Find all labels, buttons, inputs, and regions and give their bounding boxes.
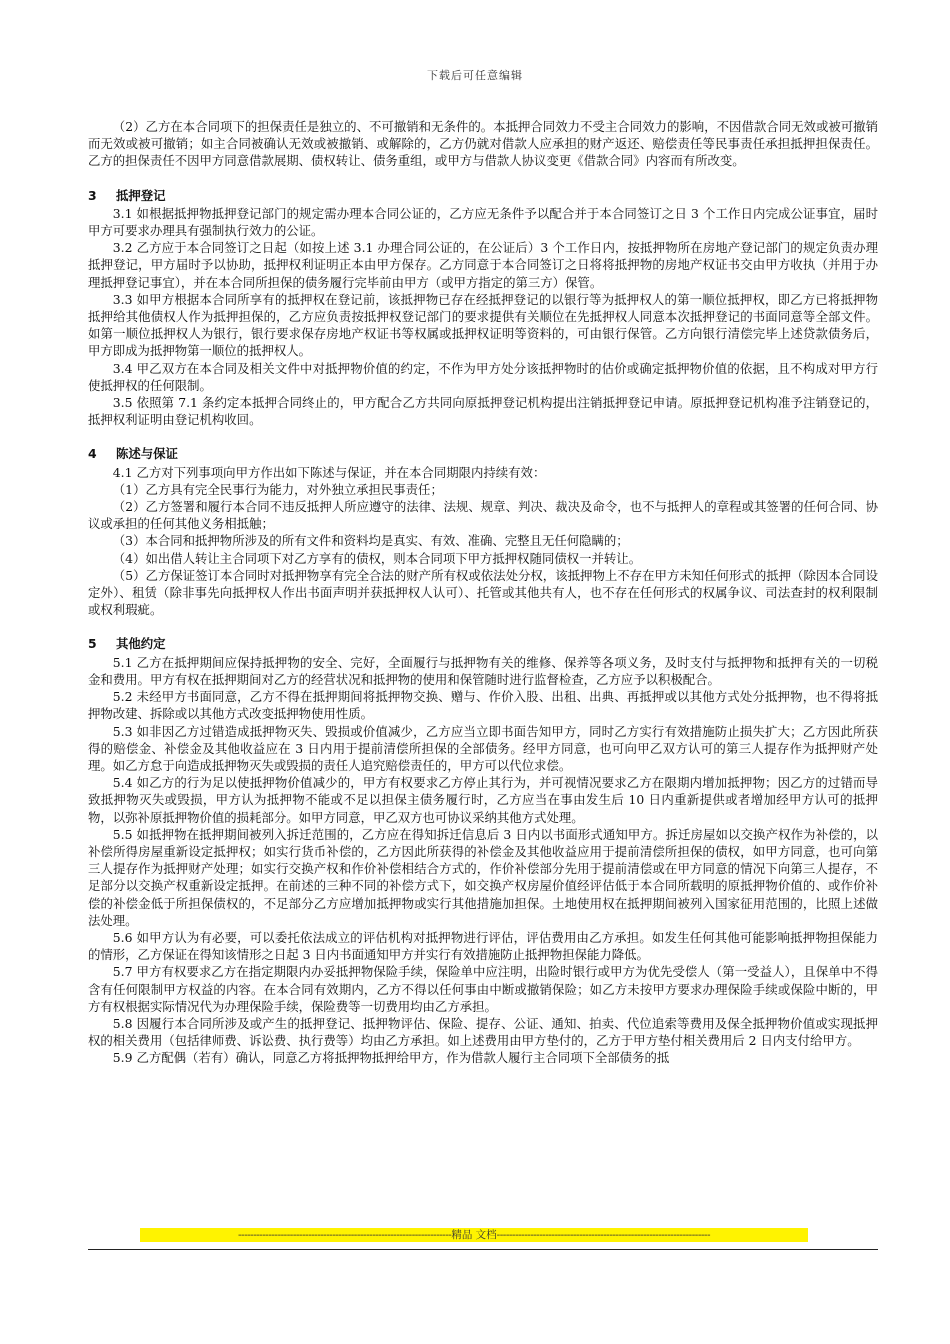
clause-3-1: 3.1 如根据抵押物抵押登记部门的规定需办理本合同公证的，乙方应无条件予以配合并于本合同签订之日 3 个工作日内完成公证事宜，届时甲方可要求办理具有强制执行效力的公证。 xyxy=(88,205,878,239)
list-item: （4）如出借人转让主合同项下对乙方享有的债权，则本合同项下甲方抵押权随同债权一并转让。 xyxy=(112,550,642,566)
list-item: （3）本合同和抵押物所涉及的所有文件和资料均是真实、有效、准确、完整且无任何隐瞒的； xyxy=(112,533,629,549)
clause-3-5: 3.5 依照第 7.1 条约定本抵押合同终止的，甲方配合乙方共同向原抵押登记机构提出注销抵押登记申请。原抵押登记机构准予注销登记的，抵押权利证明由登记机构收回。 xyxy=(88,395,878,428)
section-number: 5 xyxy=(88,636,97,652)
list-item: （5）乙方保证签订本合同时对抵押物享有完全合法的财产所有权或依法处分权，该抵押物上不存在甲方未知任何形式的抵押（除因本合同设定外）、租赁（除非事先向抵押权人作出书面声明并获抵押权人认可）、托管或其他共有人，也不存在任何形式的权属争议、司法查封的权利限制或权利瑕疵。 xyxy=(88,567,878,618)
section-title: 陈述与保证 xyxy=(116,446,178,462)
document-body xyxy=(88,118,878,1067)
section-title: 抵押登记 xyxy=(116,187,166,203)
section-title: 其他约定 xyxy=(116,636,166,652)
clause-5-8: 5.8 因履行本合同所涉及或产生的抵押登记、抵押物评估、保险、提存、公证、通知、拍卖、代位追索等费用及保全抵押物价值或实现抵押权的相关费用（包括律师费、诉讼费、执行费等）均由乙方承担。如上述费用由甲方垫付的，乙方于甲方垫付相关费用后 2 日内支付给甲方。 xyxy=(88,1015,878,1049)
clause-5-9: 5.9 乙方配偶（若有）确认，同意乙方将抵押物抵押给甲方，作为借款人履行主合同项下全部债务的抵 xyxy=(112,1050,670,1066)
clause-3-4: 3.4 甲乙双方在本合同及相关文件中对抵押物价值的约定，不作为甲方处分该抵押物时的估价或确定抵押物价值的依据，且不构成对甲方行使抵押权的任何限制。 xyxy=(88,360,878,393)
clause-5-7: 5.7 甲方有权要求乙方在指定期限内办妥抵押物保险手续，保险单中应注明，出险时银行或甲方为优先受偿人（第一受益人），且保单中不得含有任何限制甲方权益的内容。在本合同有效期内，乙方不得以任何事由中断或撤销保险；如乙方未按甲方要求办理保险手续或保险中断的，甲方有权根据实际情况代为办理保险手续，保险费等一切费用均由乙方承担。 xyxy=(88,964,878,1014)
list-item: （2）乙方签署和履行本合同不违反抵押人所应遵守的法律、法规、规章、判决、裁决及命令，也不与抵押人的章程或其签署的任何合同、协议或承担的任何其他义务相抵触； xyxy=(88,499,878,532)
footer-dashes-right: ---------------------------------------------------------------------- xyxy=(496,1229,711,1241)
clause-5-6: 5.6 如甲方认为有必要，可以委托依法成立的评估机构对抵押物进行评估，评估费用由乙方承担。如发生任何其他可能影响抵押物担保能力的情形，乙方保证在得知该情形之日起 3 日内书面通知甲方并实行有效措施防止抵押物担保能力降低。 xyxy=(88,929,878,963)
clause-5-1: 5.1 乙方在抵押期间应保持抵押物的安全、完好，全面履行与抵押物有关的维修、保养等各项义务，及时支付与抵押物和抵押有关的一切税金和费用。甲方有权在抵押期间对乙方的经营状况和抵押物的使用和保管随时进行监督检查，乙方应予以积极配合。 xyxy=(88,654,878,687)
section-4-heading xyxy=(88,445,878,462)
footer-text: 精品 文档 xyxy=(451,1229,497,1241)
clause-3-2: 3.2 乙方应于本合同签订之日起（如按上述 3.1 办理合同公证的，在公证后）3 个工作日内，按抵押物所在房地产登记部门的规定负责办理抵押登记，甲方届时予以协助，抵押权利证明正本由甲方保存。乙方同意于本合同签订之日将将抵押物的房地产权证书交由甲方收执（并用于办理抵押登记事宜），并在本合同所担保的债务履行完毕前由甲方（或甲方指定的第三方）保管。 xyxy=(88,240,878,290)
page-header: 下载后可任意编辑 xyxy=(427,69,523,82)
clause-5-3: 5.3 如非因乙方过错造成抵押物灭失、毁损或价值减少，乙方应当立即书面告知甲方，同时乙方实行有效措施防止损失扩大；乙方因此所获得的赔偿金、补偿金及其他收益应在 3 日内用于提前清偿所担保的全部债务。经甲方同意，也可向甲乙双方认可的第三人提存作为抵押财产处理。如乙方怠于向造成抵押物灭失或毁损的责任人追究赔偿责任的，甲方可以代位求偿。 xyxy=(88,723,878,773)
list-item: （1）乙方具有完全民事行为能力，对外独立承担民事责任； xyxy=(112,481,443,497)
clause-5-4: 5.4 如乙方的行为足以使抵押物价值减少的，甲方有权要求乙方停止其行为，并可视情况要求乙方在限期内增加抵押物；因乙方的过错而导致抵押物灭失或毁损，甲方认为抵押物不能或不足以担保主债务履行时，乙方应当在事由发生后 10 日内重新提供或者增加经甲方认可的抵押物，以弥补原抵押物价值的损耗部分。如甲方同意，甲乙双方也可协议采纳其他方式处理。 xyxy=(88,775,878,825)
clause-4-1: 4.1 乙方对下列事项向甲方作出如下陈述与保证，并在本合同期限内持续有效： xyxy=(112,464,546,480)
section-5-heading xyxy=(88,635,878,652)
clause-5-5: 5.5 如抵押物在抵押期间被列入拆迁范围的，乙方应在得知拆迁信息后 3 日内以书面形式通知甲方。拆迁房屋如以交换产权作为补偿的，以补偿所得房屋重新设定抵押权；如实行货币补偿的，乙方因此所获得的补偿金及其他收益应用于提前清偿所担保的债权，如甲方同意，也可向第三人提存作为抵押财产处理；如实行交换产权和作价补偿相结合方式的，作价补偿部分先用于提前清偿或在甲方同意的情况下向第三人提存，不足部分以交换产权重新设定抵押。在前述的三种不同的补偿方式下，如交换产权房屋价值经评估低于本合同所载明的原抵押物价值的、或作价补偿的补偿金低于所担保债权的，不足部分乙方应增加抵押物或实行其他措施加担保。土地使用权在抵押期间被列入国家征用范围的，比照上述做法处理。 xyxy=(88,826,878,928)
clause-3-3: 3.3 如甲方根据本合同所享有的抵押权在登记前，该抵押物已存在经抵押登记的以银行等为抵押权人的第一顺位抵押权，即乙方已将抵押物抵押给其他债权人作为抵押担保的，乙方应负责按抵押权登记部门的要求提供有关顺位在先抵押权人同意本次抵押登记的书面同意等全部文件。如第一顺位抵押权人为银行，银行要求保存房地产权证书等权属或抵押权证明等资料的，可由银行保管。乙方向银行清偿完毕上述贷款债务后，甲方即成为抵押物第一顺位的抵押权人。 xyxy=(88,291,878,359)
section-number: 3 xyxy=(88,187,97,203)
footer-watermark xyxy=(140,1228,808,1242)
footer-dashes-left: ---------------------------------------------------------------------- xyxy=(237,1229,452,1241)
section-number: 4 xyxy=(88,446,97,462)
section-3-heading xyxy=(88,187,878,204)
clause-5-2: 5.2 未经甲方书面同意，乙方不得在抵押期间将抵押物交换、赠与、作价入股、出租、出典、再抵押或以其他方式处分抵押物，也不得将抵押物改建、拆除或以其他方式改变抵押物使用性质。 xyxy=(88,689,878,722)
clause-2-2: （2）乙方在本合同项下的担保责任是独立的、不可撤销和无条件的。本抵押合同效力不受主合同效力的影响，不因借款合同无效或被可撤销而无效或被可撤销；如主合同被确认无效或被撤销、或解除的，乙方仍就对借款人应承担的财产返还、赔偿责任等民事责任承担抵押担保责任。乙方的担保责任不因甲方同意借款展期、债权转让、债务重组，或甲方与借款人协议变更《借款合同》内容而有所改变。 xyxy=(88,119,878,169)
footer-divider xyxy=(88,1249,878,1250)
